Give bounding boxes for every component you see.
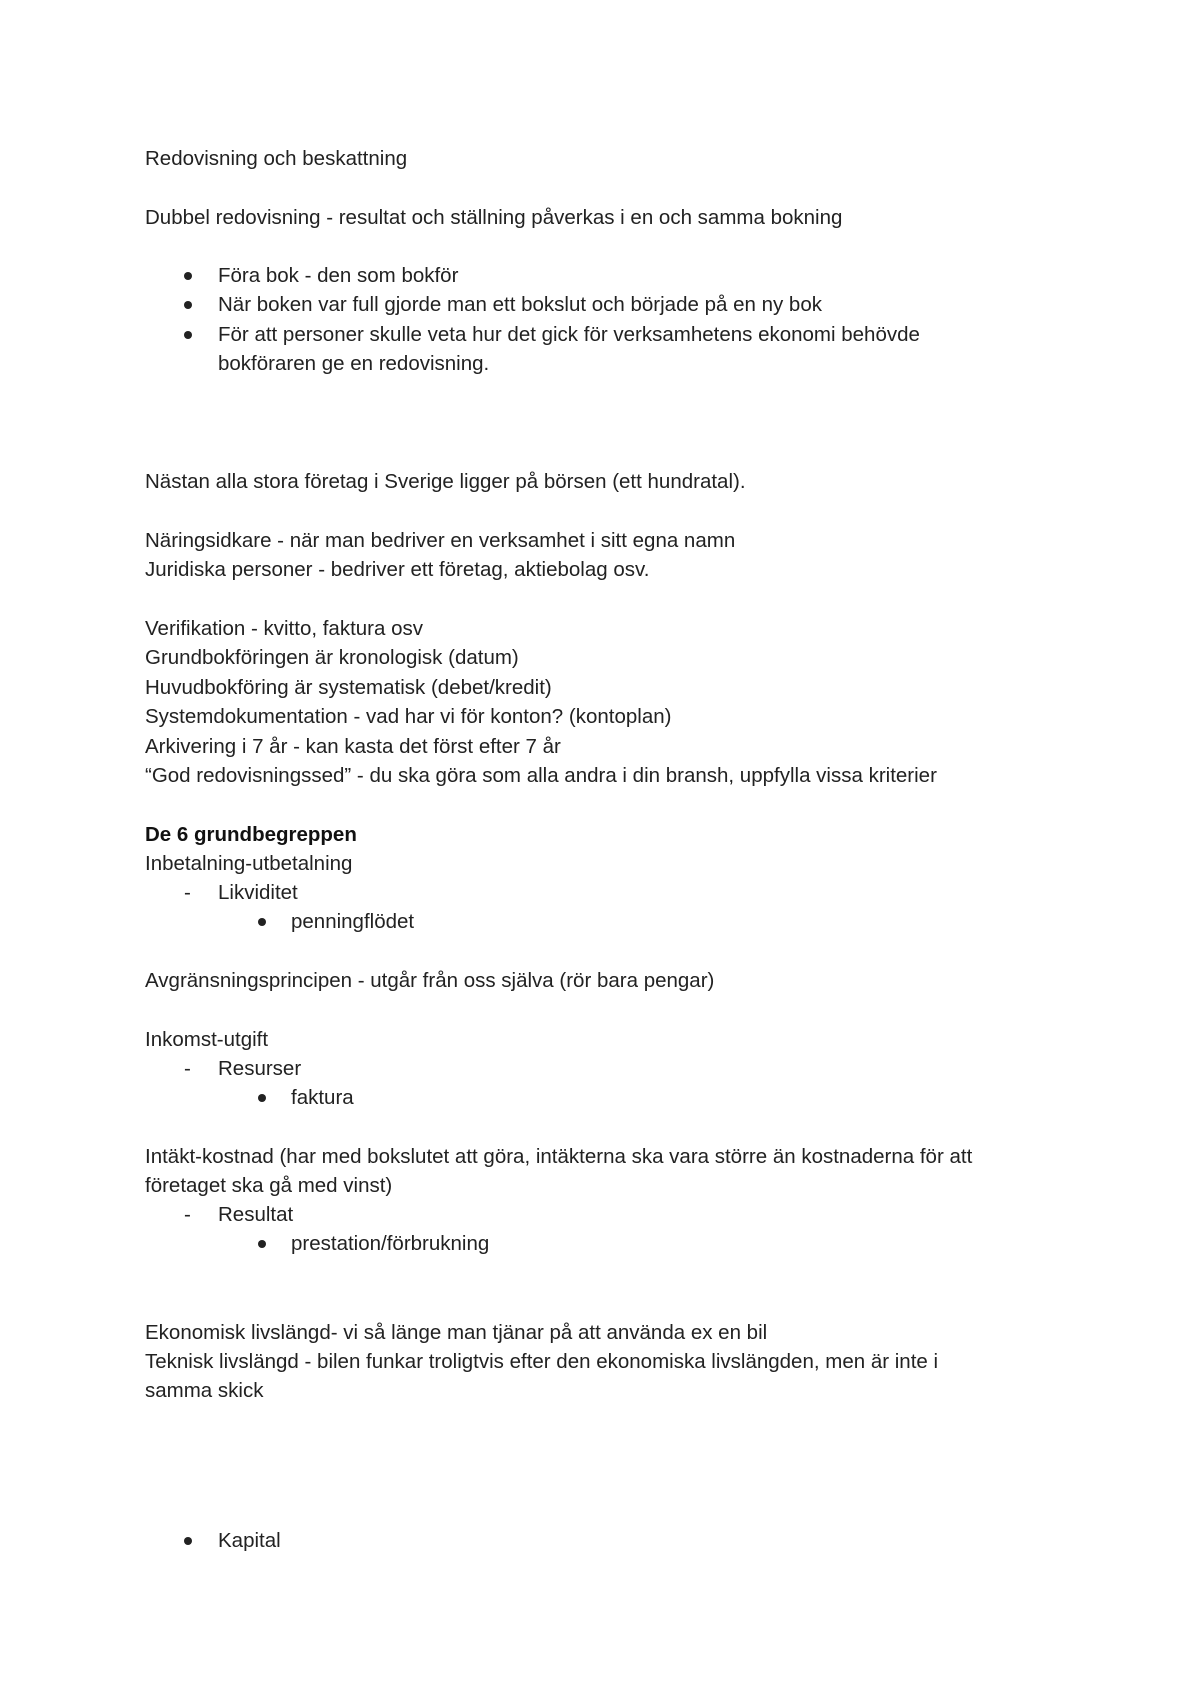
list-item-text: För att personer skulle veta hur det gick för verksamhetens ekonomi behövde: [218, 323, 920, 346]
dash-marker: -: [184, 1057, 191, 1080]
bullet-icon: [184, 1537, 192, 1545]
list-item-text: Föra bok - den som bokför: [218, 264, 459, 287]
list-item-text: faktura: [291, 1086, 354, 1109]
list-item-text: När boken var full gjorde man ett bokslut och började på en ny bok: [218, 293, 822, 316]
list-item-text: Kapital: [218, 1529, 281, 1552]
paragraph-systemdok: Systemdokumentation - vad har vi för konton? (kontoplan): [145, 705, 672, 728]
list-item-text: Resultat: [218, 1203, 294, 1226]
list-item-text: bokföraren ge en redovisning.: [218, 352, 490, 375]
bullet-icon: [258, 918, 266, 926]
paragraph-teknisk-line2: samma skick: [145, 1379, 264, 1402]
paragraph-arkivering: Arkivering i 7 år - kan kasta det först efter 7 år: [145, 735, 561, 758]
section-heading: De 6 grundbegreppen: [145, 823, 357, 846]
bullet-icon: [184, 301, 192, 309]
bullet-icon: [258, 1094, 266, 1102]
bullet-icon: [184, 331, 192, 339]
document-title: Redovisning och beskattning: [145, 147, 408, 170]
paragraph-intakt-line2: företaget ska gå med vinst): [145, 1174, 393, 1197]
list-item-text: Resurser: [218, 1057, 302, 1080]
bullet-icon: [258, 1240, 266, 1248]
dash-marker: -: [184, 881, 191, 904]
paragraph-avgransning: Avgränsningsprincipen - utgår från oss själva (rör bara pengar): [145, 969, 715, 992]
paragraph-huvudbok: Huvudbokföring är systematisk (debet/kredit): [145, 676, 552, 699]
list-item-text: prestation/förbrukning: [291, 1232, 490, 1255]
paragraph-grundbok: Grundbokföringen är kronologisk (datum): [145, 646, 519, 669]
paragraph-juridiska: Juridiska personer - bedriver ett företag, aktiebolag osv.: [145, 558, 650, 581]
bullet-icon: [184, 272, 192, 280]
paragraph-intakt-line1: Intäkt-kostnad (har med bokslutet att göra, intäkterna ska vara större än kostnaderna för att: [145, 1145, 973, 1168]
paragraph-inkomst: Inkomst-utgift: [145, 1028, 269, 1051]
paragraph-naringsidkare: Näringsidkare - när man bedriver en verksamhet i sitt egna namn: [145, 529, 736, 552]
paragraph-teknisk-line1: Teknisk livslängd - bilen funkar troligtvis efter den ekonomiska livslängden, men är inte i: [145, 1350, 939, 1373]
paragraph-inbetalning: Inbetalning-utbetalning: [145, 852, 353, 875]
paragraph-nastan: Nästan alla stora företag i Sverige ligger på börsen (ett hundratal).: [145, 470, 746, 493]
paragraph-dubbel-redovisning: Dubbel redovisning - resultat och ställning påverkas i en och samma bokning: [145, 206, 843, 229]
dash-marker: -: [184, 1203, 191, 1226]
paragraph-god-redovisningssed: “God redovisningssed” - du ska göra som alla andra i din bransh, uppfylla vissa kriterier: [145, 764, 937, 787]
paragraph-ekonomisk: Ekonomisk livslängd- vi så länge man tjänar på att använda ex en bil: [145, 1321, 768, 1344]
paragraph-verifikation: Verifikation - kvitto, faktura osv: [145, 617, 424, 640]
list-item-text: penningflödet: [291, 910, 415, 933]
list-item-text: Likviditet: [218, 881, 298, 904]
